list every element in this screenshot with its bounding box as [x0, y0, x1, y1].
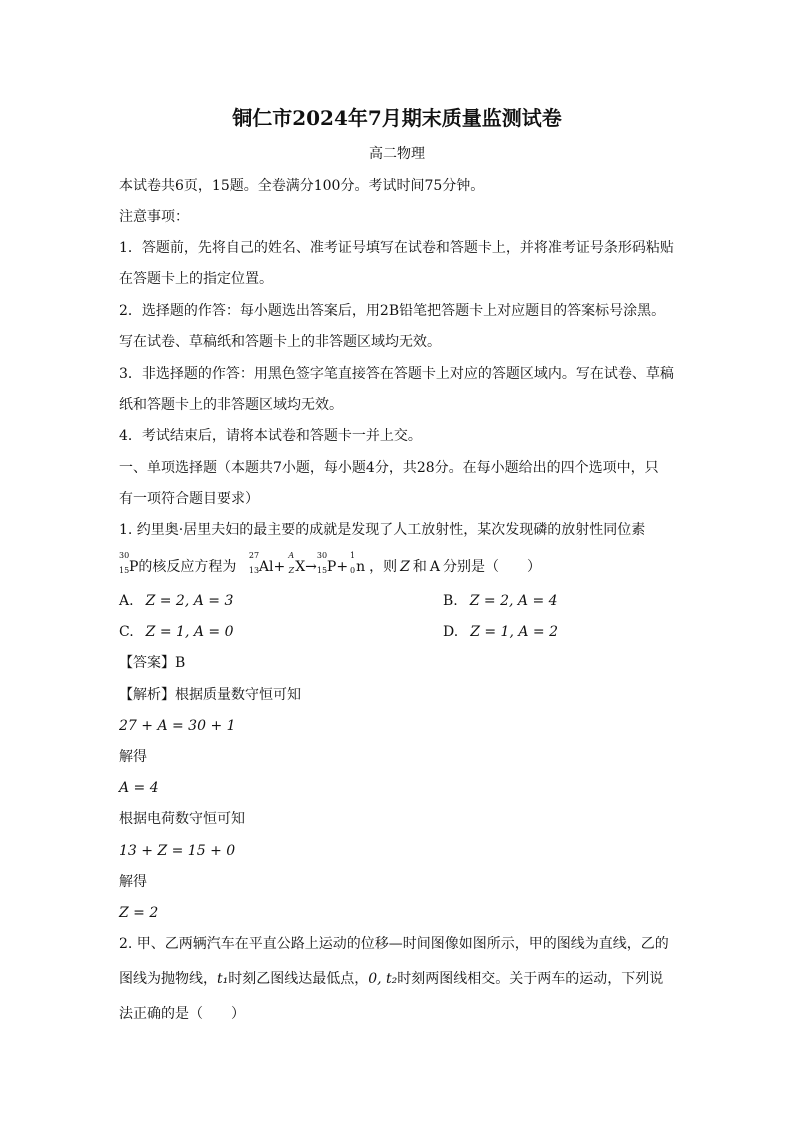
nuclide-p: [316, 551, 337, 577]
section-heading: 有一项符合题目要求）: [119, 491, 259, 507]
nuclide-x: [288, 551, 306, 577]
answer-label: 【答案】B: [119, 655, 186, 671]
time-range: 0, t₂: [368, 971, 398, 987]
solution-step: 13 + Z = 15 + 0: [119, 843, 236, 859]
variable-z: Z: [400, 559, 410, 575]
question-1-text: ，则: [369, 559, 398, 575]
question-1-equation-line: [119, 551, 679, 577]
option-a: [119, 591, 233, 611]
question-1-stem: 1. 约里奥·居里夫妇的最主要的成就是发现了人工放射性，某次发现磷的放射性同位素: [119, 522, 646, 538]
notice-line: 在答题卡上的指定位置。: [119, 271, 273, 287]
solution-step: Z = 2: [119, 905, 159, 921]
nuclear-equation: [248, 551, 366, 577]
mass-number: A: [288, 551, 295, 560]
question-2-text: 时刻两图线相交。关于两车的运动，下列说: [397, 971, 664, 987]
solution-step: 27 + A = 30 + 1: [119, 718, 236, 734]
option-text: Z = 2, A = 3: [145, 593, 234, 609]
question-2-line: 2. 甲、乙两辆汽车在平直公路上运动的位移—时间图像如图所示，甲的图线为直线，乙的: [119, 936, 669, 952]
plus-sign: +: [273, 559, 286, 575]
intro-text: 本试卷共6页，15题。全卷满分100分。考试时间75分钟。: [119, 178, 485, 194]
question-1-text: 的核反应方程为: [138, 559, 237, 575]
nuclide-n: [349, 551, 366, 577]
solution-step: 解得: [119, 749, 147, 765]
charge-number: 0: [349, 566, 356, 575]
analysis-label: 【解析】根据质量数守恒可知: [119, 687, 301, 703]
notice-line: 2．选择题的作答：每小题选出答案后，用2B铅笔把答题卡上对应题目的答案标号涂黑。: [119, 303, 666, 319]
solution-step: A = 4: [119, 780, 159, 796]
option-label: A.: [119, 593, 134, 609]
element-symbol: P: [129, 559, 139, 575]
charge-number: 13: [248, 566, 260, 575]
question-2-text: 时刻乙图线达最低点，: [228, 971, 369, 987]
question-1-text: 分别是（ ）: [442, 559, 541, 575]
option-b: [443, 591, 558, 611]
charge-number: 15: [316, 566, 328, 575]
nuclide-p: [119, 551, 139, 577]
notice-line: 4．考试结束后，请将本试卷和答题卡一并上交。: [119, 428, 422, 444]
plus-sign: +: [336, 559, 349, 575]
notice-line: 1．答题前，先将自己的姓名、准考证号填写在试卷和答题卡上，并将准考证号条形码粘贴: [119, 240, 674, 256]
element-symbol: Al: [258, 559, 274, 575]
variable-a: A: [429, 559, 440, 575]
nuclide-al: [248, 551, 274, 577]
notice-heading: 注意事项：: [119, 209, 189, 225]
time-t1: t₁: [217, 971, 229, 987]
question-2-text: 图线为抛物线，: [119, 971, 217, 987]
section-heading: 一、单项选择题（本题共7小题，每小题4分，共28分。在每小题给出的四个选项中，只: [119, 460, 659, 476]
notice-line: 纸和答题卡上的非答题区域均无效。: [119, 397, 343, 413]
question-2-line: [119, 969, 679, 989]
notice-line: 3．非选择题的作答：用黑色签字笔直接答在答题卡上对应的答题区域内。写在试卷、草稿: [119, 366, 674, 382]
mass-number: 30: [316, 551, 328, 560]
option-text: Z = 2, A = 4: [469, 593, 558, 609]
mass-number: 1: [349, 551, 356, 560]
page-title: 铜仁市2024年7月期末质量监测试卷: [232, 106, 562, 130]
option-text: Z = 1, A = 0: [145, 624, 234, 640]
notice-line: 写在试卷、草稿纸和答题卡上的非答题区域均无效。: [119, 334, 441, 350]
question-1-text: 和: [412, 559, 427, 575]
mass-number: 30: [119, 551, 130, 560]
reaction-arrow: →: [305, 559, 317, 575]
charge-number: Z: [288, 566, 295, 575]
option-c: [119, 622, 234, 642]
element-symbol: P: [326, 559, 337, 575]
option-label: D.: [443, 624, 459, 640]
mass-number: 27: [248, 551, 260, 560]
question-2-line: 法正确的是（ ）: [119, 1006, 245, 1022]
charge-number: 15: [119, 566, 130, 575]
element-symbol: X: [295, 559, 306, 575]
option-text: Z = 1, A = 2: [470, 624, 559, 640]
option-label: B.: [443, 593, 458, 609]
option-d: [443, 622, 558, 642]
option-label: C.: [119, 624, 134, 640]
page-subtitle: 高二物理: [369, 146, 425, 162]
element-symbol: n: [356, 559, 366, 575]
solution-step: 根据电荷数守恒可知: [119, 811, 245, 827]
solution-step: 解得: [119, 874, 147, 890]
